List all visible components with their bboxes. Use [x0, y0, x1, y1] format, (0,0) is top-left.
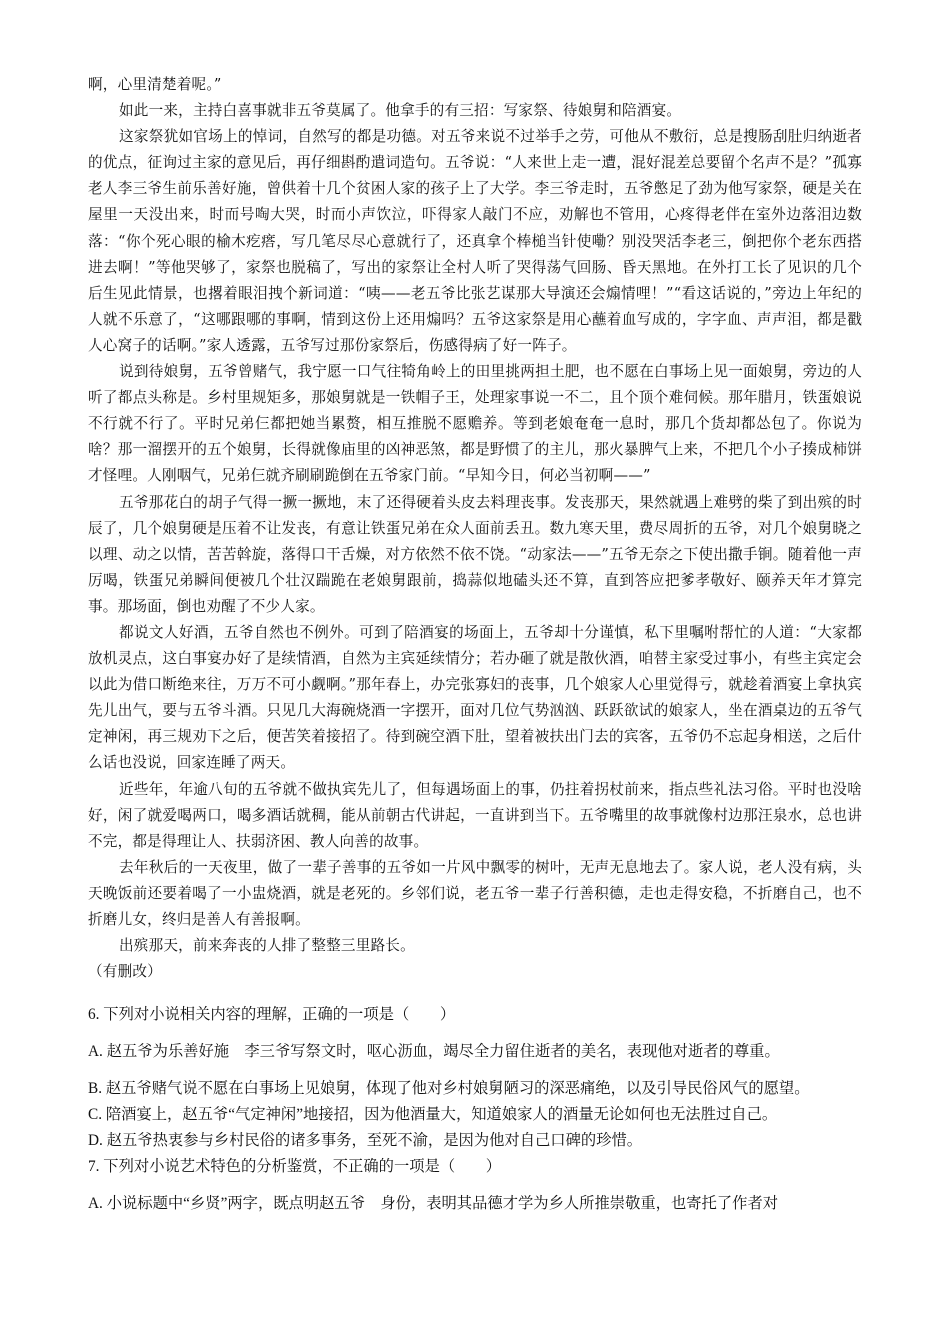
- story-paragraph: 这家祭犹如官场上的悼词，自然写的都是功德。对五爷来说不过举手之劳，可他从不敷衍，总是搜肠刮肚归纳逝者的优点，征询过主家的意见后，再仔细斟酌遣词造句。五爷说：“人来世上走一遭，混好混差总要留个名声不是？”孤寡老人李三爷生前乐善好施，曾供着十几个贫困人家的孩子上了大学。李三爷走时，五爷憋足了劲为他写家祭，硬是关在屋里一天没出来，时而号啕大哭，时而小声饮泣，吓得家人敲门不应，劝解也不管用，心疼得老伴在室外边落泪边数落：“你个死心眼的榆木疙瘩，写几笔尽尽心意就行了，还真拿个棒槌当针使嘞？别没哭活李老三，倒把你个老东西搭进去啊！”等他哭够了，家祭也脱稿了，写出的家祭让全村人听了哭得荡气回肠、昏天黑地。在外打工长了见识的几个后生见此情景，也撂着眼泪拽个新词道：“咦——老五爷比张艺谋那大导演还会煽情哩！”“看这话说的，”旁边上年纪的人就不乐意了，“这哪跟哪的事啊，情到这份上还用煽吗？五爷这家祭是用心蘸着血写成的，字字血、声声泪，都是戳人心窝子的话啊。”家人透露，五爷写过那份家祭后，伤感得病了好一阵子。: [88, 128, 862, 354]
- story-paragraph: 五爷那花白的胡子气得一撅一撅地，末了还得硬着头皮去料理丧事。发丧那天，果然就遇上难劈的柴了到出殡的时辰了，几个娘舅硬是压着不让发丧，有意让铁蛋兄弟在众人面前丢丑。数九寒天里，费尽周折的五爷，对几个娘舅晓之以理、动之以情，苦苦斡旋，落得口干舌燥，对方依然不依不饶。“动家法——”五爷无奈之下使出撒手锏。随着他一声厉喝，铁蛋兄弟瞬间便被几个壮汉踹跪在老娘舅跟前，捣蒜似地磕头还不算，直到答应把爹孝敬好、颐养天年才算完事。那场面，倒也劝醒了不少人家。: [88, 493, 862, 615]
- question-section: [88, 1003, 878, 1216]
- story-paragraph: 出殡那天，前来奔丧的人排了整整三里路长。: [119, 937, 415, 955]
- story-text: [88, 72, 862, 985]
- story-paragraph: 近些年，年逾八旬的五爷就不做执宾先儿了，但每遇场面上的事，仍拄着拐杖前来，指点些礼法习俗。平时也没啥好，闲了就爱喝两口，喝多酒话就稠，能从前朝古代讲起，一直讲到当下。五爷嘴里的故事就像村边那汪泉水，总也讲不完，都是得理让人、扶弱济困、教人向善的故事。: [88, 780, 862, 850]
- story-paragraph: 说到待娘舅，五爷曾赌气，我宁愿一口气往犄角岭上的田里挑两担土肥，也不愿在白事场上见一面娘舅，旁边的人听了都点头称是。乡村里规矩多，那娘舅就是一铁帽子王，处理家事说一不二，且个顶个难伺候。那年腊月，铁蛋娘说不行就不行了。平时兄弟仨都把她当累赘，相互推脱不愿赡养。等到老娘奄奄一息时，那几个货却都怂包了。你说为啥？那一溜摆开的五个娘舅，长得就像庙里的凶神恶煞，都是野惯了的主儿，那火暴脾气上来，不把几个小子揍成柿饼才怪哩。人刚咽气，兄弟仨就齐刷刷跪倒在五爷家门前。“早知今日，何必当初啊——”: [88, 363, 862, 485]
- question-6-option-d: D. 赵五爷热衷参与乡村民俗的诸多事务，至死不渝，是因为他对自己口碑的珍惜。: [88, 1132, 643, 1149]
- question-6-option-a: A. 赵五爷为乐善好施 李三爷写祭文时，呕心沥血，竭尽全力留住逝者的美名，表现他对逝者的尊重。: [88, 1043, 780, 1060]
- story-paragraph: 啊，心里清楚着呢。”: [88, 76, 222, 93]
- story-paragraph: 如此一来，主持白喜事就非五爷莫属了。他拿手的有三招：写家祭、待娘舅和陪酒宴。: [119, 102, 682, 120]
- story-paragraph: 去年秋后的一天夜里，做了一辈子善事的五爷如一片风中飘零的树叶，无声无息地去了。家人说，老人没有病，头天晚饭前还要着喝了一小盅烧酒，就是老死的。乡邻们说，老五爷一辈子行善积德，走也走得安稳，不折磨自己，也不折磨儿女，终归是善人有善报啊。: [88, 858, 862, 928]
- question-7-option-a: A. 小说标题中“乡贤”两字，既点明赵五爷 身份，表明其品德才学为乡人所推崇敬重，也寄托了作者对: [88, 1195, 779, 1212]
- question-6-option-b: B. 赵五爷赌气说不愿在白事场上见娘舅，体现了他对乡村娘舅陋习的深恶痛绝，以及引导民俗风气的愿望。: [88, 1080, 810, 1097]
- question-6-stem: 6. 下列对小说相关内容的理解，正确的一项是（ ）: [88, 1006, 456, 1023]
- question-7-stem: 7. 下列对小说艺术特色的分析鉴赏，不正确的一项是（ ）: [88, 1158, 502, 1175]
- question-6-option-c: C. 陪酒宴上，赵五爷“气定神闲”地接招，因为他酒量大，知道娘家人的酒量无论如何也无法胜过自己。: [88, 1106, 778, 1123]
- source-note: （有删改）: [88, 963, 162, 981]
- story-paragraph: 都说文人好酒，五爷自然也不例外。可到了陪酒宴的场面上，五爷却十分谨慎，私下里嘱咐帮忙的人道：“大家都放机灵点，这白事宴办好了是续情酒，自然为主宾延续情分；若办砸了就是散伙酒，咱替主家受过事小，有些主宾定会以此为借口断绝来往，万万不可小觑啊。”那年春上，办完张寡妇的丧事，几个娘家人心里觉得亏，就趁着酒宴上拿执宾先儿出气，要与五爷斗酒。只见几大海碗烧酒一字摆开，面对几位气势汹汹、跃跃欲试的娘家人，坐在酒桌边的五爷气定神闲，再三规劝下之后，便苦笑着接招了。待到碗空酒下肚，望着被扶出门去的宾客，五爷仍不忘起身相送，之后什么话也没说，回家连睡了两天。: [88, 623, 862, 772]
